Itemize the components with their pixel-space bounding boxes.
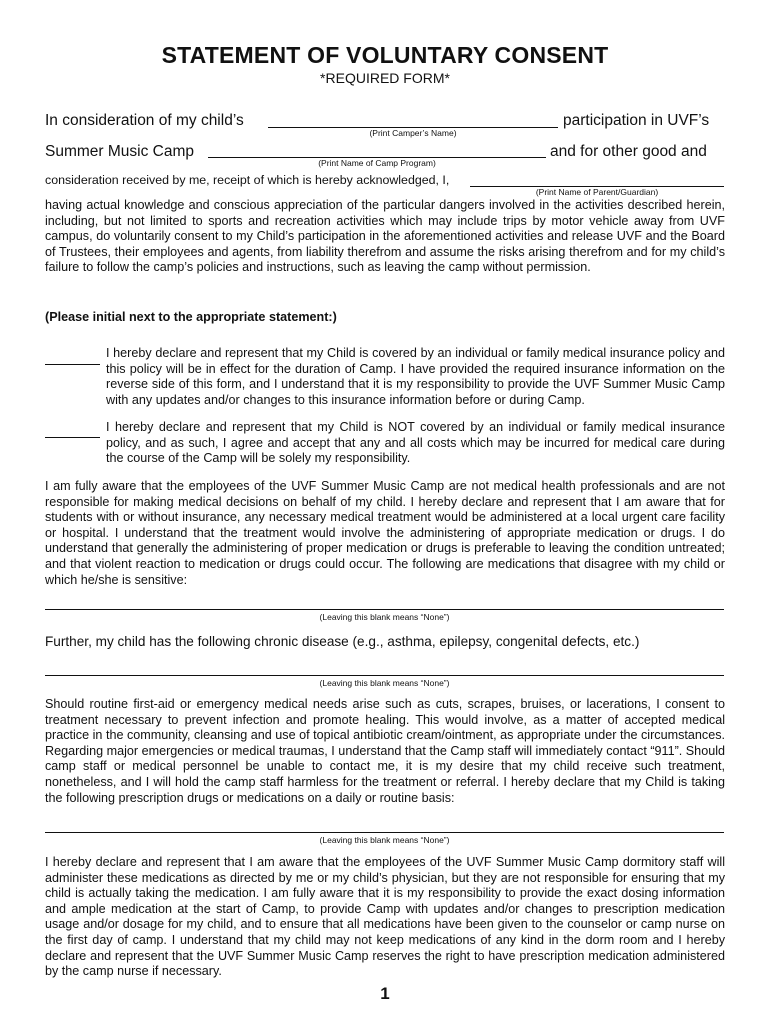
chronic-disease-caption: (Leaving this blank means “None”) bbox=[319, 678, 450, 688]
intro-line1-start: In consideration of my child’s bbox=[45, 112, 244, 129]
page-number: 1 bbox=[380, 984, 390, 1003]
first-aid-paragraph: Should routine first-aid or emergency medical needs arise such as cuts, scrapes, bruises, or lacerations, I consent to treatment necessary to prevent infection and promote healing. This would involve, as a matter of accepted medical practice in the community, cleansing and use of topical antibiotic cream/ointment, as appropriate under the circumstances. Regarding major emergencies or medical traumas, I understand that the Camp staff will immediately contact “911”. Should camp staff or medical personnel be unable to contact me, it is my desire that my child receive such treatment, nonetheless, and I will hold the camp staff harmless for the treatment or referral. I hereby declare that my Child is taking the following prescription drugs or medications on a daily or routine basis: bbox=[45, 697, 725, 805]
chronic-disease-prompt: Further, my child has the following chronic disease (e.g., asthma, epilepsy, congenital defects, etc.) bbox=[45, 634, 640, 649]
prescription-medications-caption: (Leaving this blank means “None”) bbox=[319, 835, 450, 845]
camper-name-caption: (Print Camper’s Name) bbox=[369, 128, 457, 138]
initial-instructions: (Please initial next to the appropriate statement:) bbox=[45, 310, 337, 324]
sensitive-medications-field[interactable] bbox=[45, 609, 724, 610]
form-subtitle: *REQUIRED FORM* bbox=[320, 70, 450, 86]
chronic-disease-field[interactable] bbox=[45, 675, 724, 676]
intro-paragraph: having actual knowledge and conscious appreciation of the particular dangers involved in the activities described herein, including, but not limited to sports and recreation activities which may include trips by motor vehicle away from UVF campus, do voluntarily consent to my Child’s participation in the aforementioned activities and release UVF and the Board of Trustees, their employees and agents, from liability therefrom and assume the risks arising therefrom and for my child’s failure to follow the camp’s policies and instructions, such as leaving the camp without permission. bbox=[45, 198, 725, 275]
prescription-medications-field[interactable] bbox=[45, 832, 724, 833]
intro-line3-start: consideration received by me, receipt of which is hereby acknowledged, I, bbox=[45, 173, 450, 187]
medical-paragraph: I am fully aware that the employees of the UVF Summer Music Camp are not medical health professionals and are not responsible for making medical decisions on behalf of my child. I hereby declare and represent that I am aware that for students with or without insurance, any necessary medical treatment would be administered at a local urgent care facility or hospital. I understand that the treatment would involve the administering of appropriate medication or drugs. I do understand that generally the administering of proper medication or drugs is preferable to leaving the condition untreated; and that violent reaction to medication or drugs could occur. The following are medications that disagree with my child or which he/she is sensitive: bbox=[45, 479, 725, 587]
intro-line2-end: and for other good and bbox=[550, 143, 707, 160]
intro-line1-end: participation in UVF’s bbox=[563, 112, 710, 129]
uninsured-statement: I hereby declare and represent that my Child is NOT covered by an individual or family medical insurance policy, and as such, I agree and accept that any and all costs which may be incurred for medical care during the course of the Camp will be solely my responsibility. bbox=[106, 420, 725, 466]
insured-statement: I hereby declare and represent that my Child is covered by an individual or family medical insurance policy and this policy will be in effect for the duration of Camp. I have provided the required insurance information on the reverse side of this form, and I understand that it is my responsibility to provide the UVF Summer Music Camp with any updates and/or changes to this insurance information before or during Camp. bbox=[106, 346, 725, 407]
initial-uninsured-field[interactable] bbox=[45, 437, 100, 438]
form-title: STATEMENT OF VOLUNTARY CONSENT bbox=[161, 42, 609, 68]
sensitive-medications-caption: (Leaving this blank means “None”) bbox=[319, 612, 450, 622]
intro-line2-start: Summer Music Camp bbox=[45, 143, 194, 160]
camp-program-caption: (Print Name of Camp Program) bbox=[318, 158, 436, 168]
initial-insured-field[interactable] bbox=[45, 364, 100, 365]
dormitory-medication-paragraph: I hereby declare and represent that I am aware that the employees of the UVF Summer Music Camp dormitory staff will administer these medications as directed by me or my child’s physician, but they are not responsible for ensuring that my child is actually taking the medication. I am fully aware that it is my responsibility to provide the exact dosing information and ample medication at the start of Camp, to provide Camp with updates and/or changes to prescription medication usage and/or dosage for my child, and to ensure that all medications have been given to the counselor or camp nurse on the first day of camp. I understand that my child may not keep medications of any kind in the dorm room and I hereby declare and represent that the UVF Summer Music Camp reserves the right to have prescription medication administered by the camp nurse if necessary. bbox=[45, 855, 725, 979]
parent-name-caption: (Print Name of Parent/Guardian) bbox=[535, 187, 659, 197]
